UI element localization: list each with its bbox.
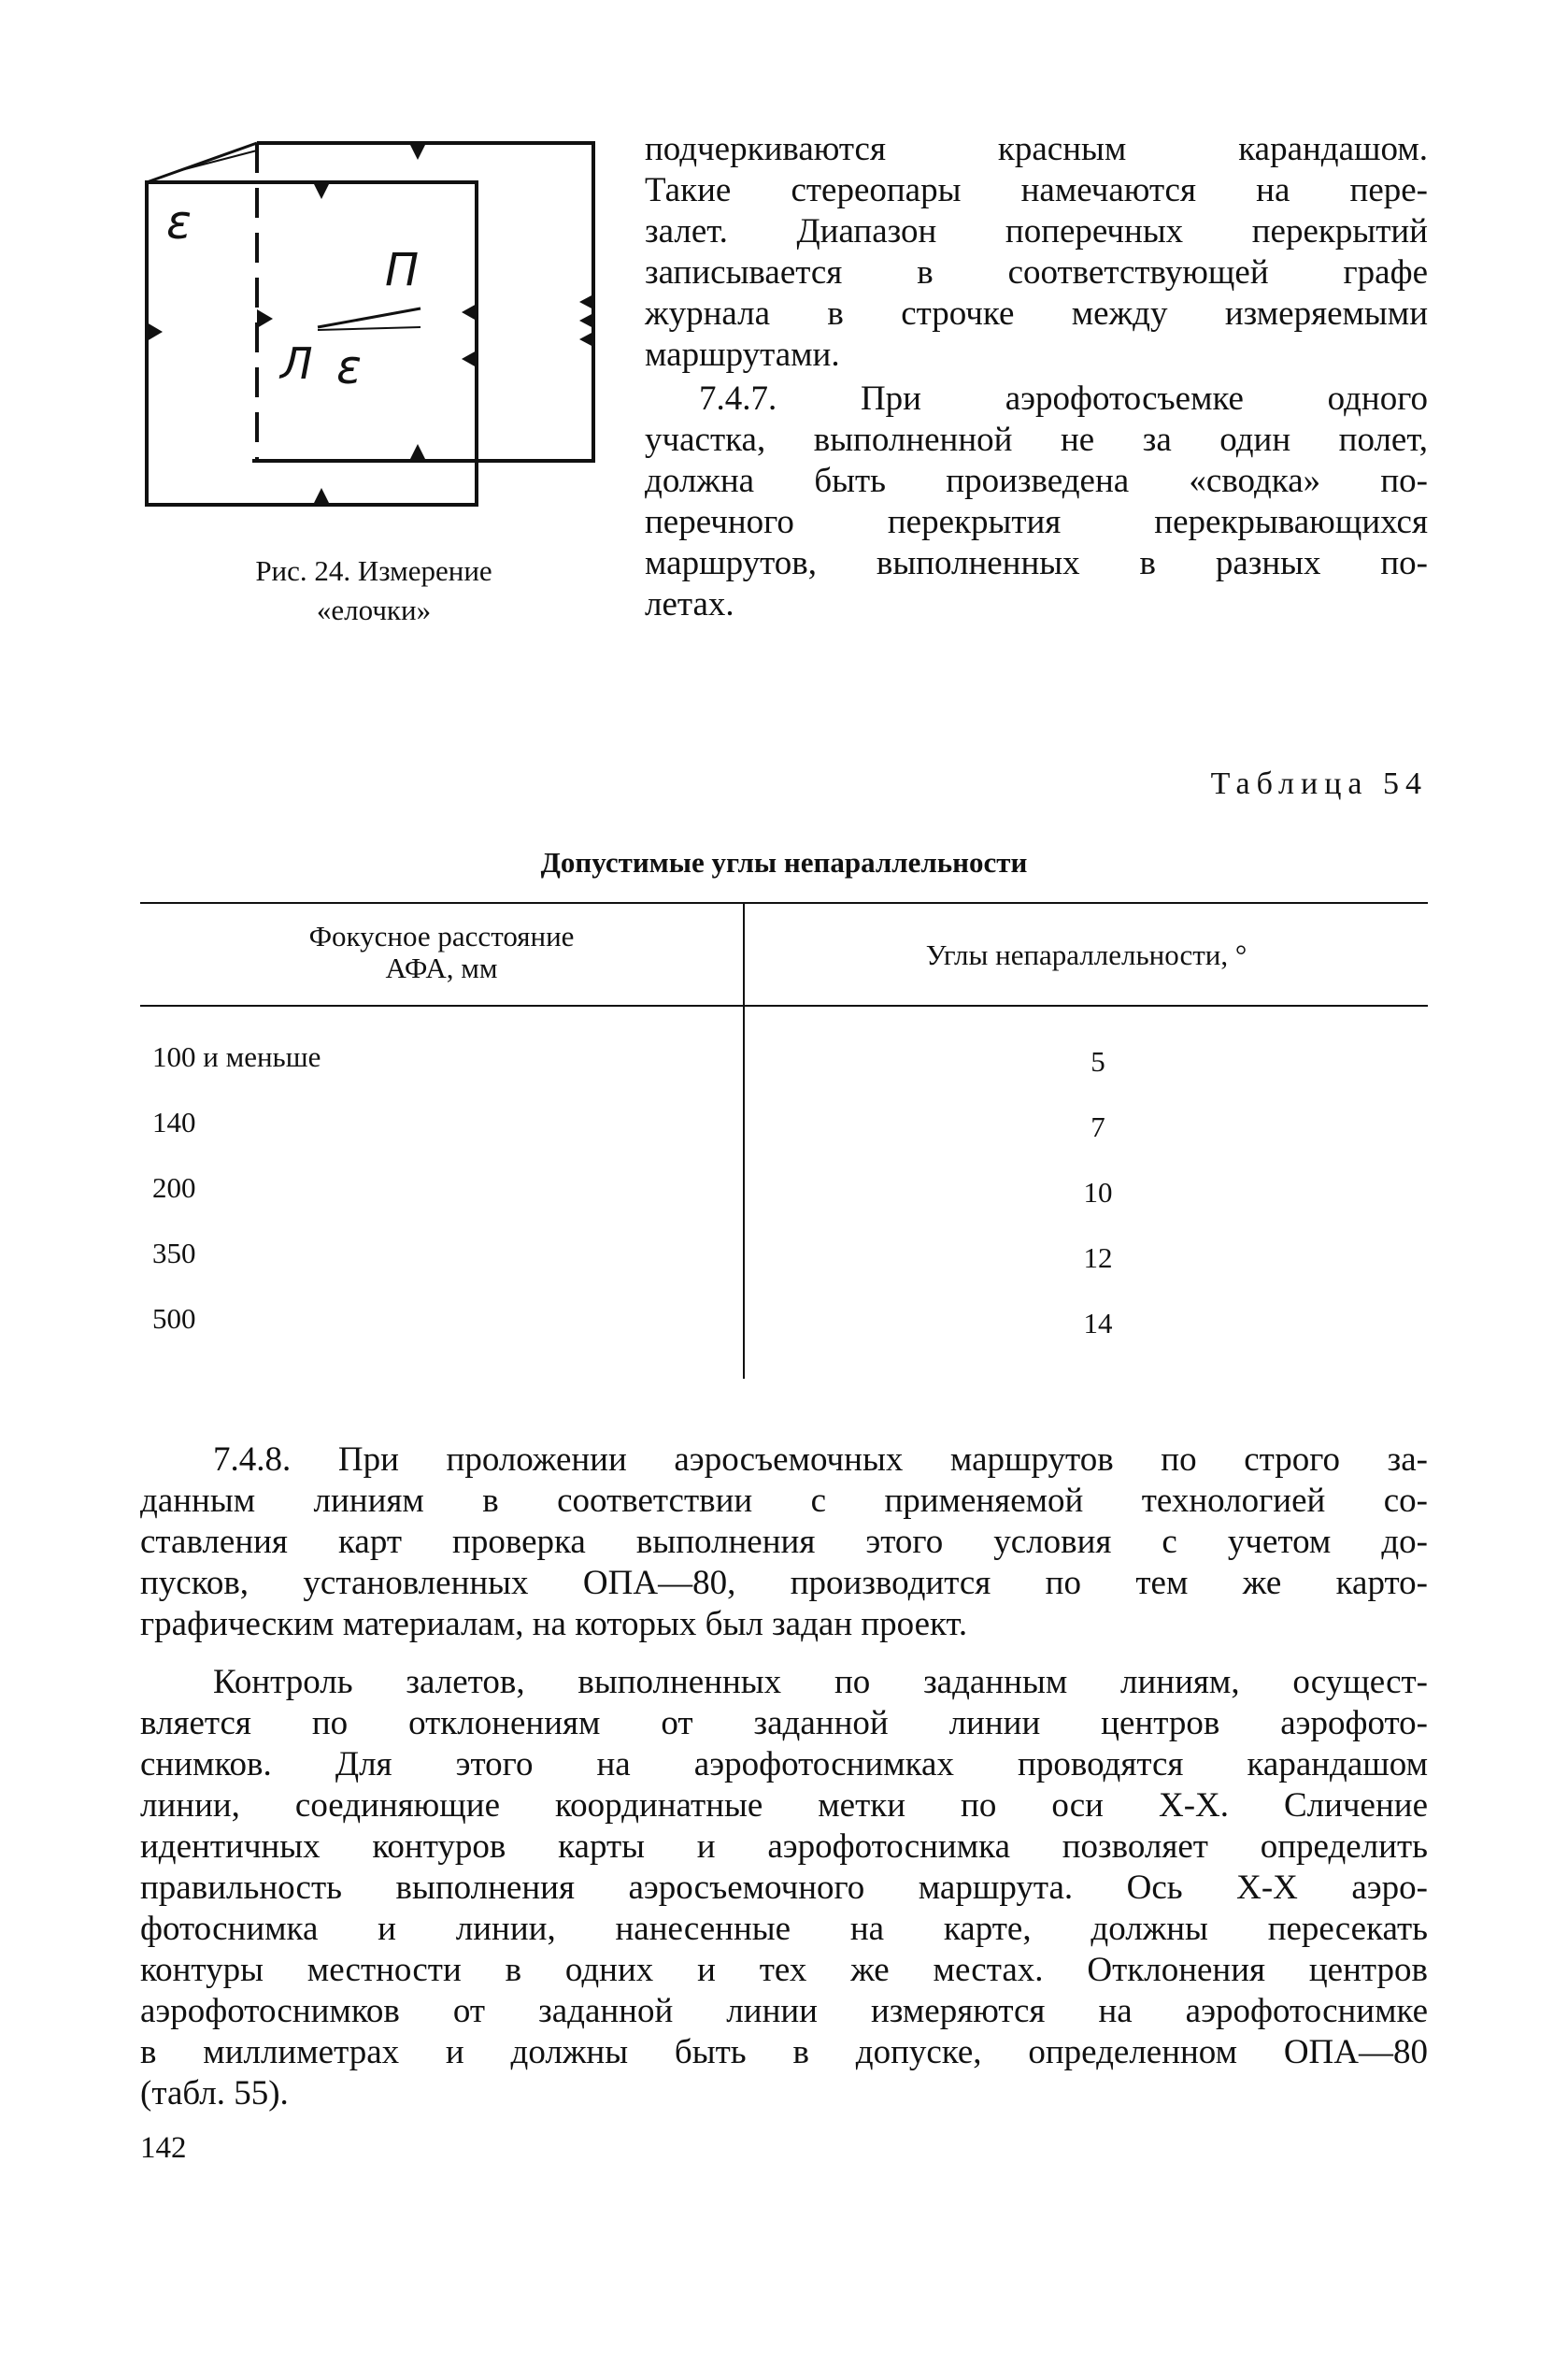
figure-label-p: П [385, 244, 420, 296]
figure-label-e1: ε [166, 195, 192, 250]
text-line: графическим материалам, на которых был задан проект. [140, 1605, 968, 1643]
text-line: Такие стереопары намечаются на пере- [645, 171, 1428, 209]
body-text [140, 1439, 1428, 2114]
text-line: данным линиям в соответствии с применяемой технологией со- [140, 1482, 1428, 1520]
text-line: перечного перекрытия перекрывающихся [645, 503, 1428, 541]
text-line: журнала в строчке между измеряемыми [645, 294, 1428, 333]
text-line: вляется по отклонениям от заданной линии центров аэрофото- [140, 1704, 1428, 1742]
table-cell-focal: 100 и меньше [152, 1040, 321, 1073]
text-line: пусков, установленных ОПА—80, производится по тем же карто- [140, 1564, 1428, 1602]
text-line: аэрофотоснимков от заданной линии измеряются на аэрофотоснимке [140, 1992, 1428, 2030]
table-header-rule [140, 1005, 1428, 1007]
text-line: правильность выполнения аэросъемочного маршрута. Ось Х-Х аэро- [140, 1869, 1428, 1907]
text-line: 7.4.7. При аэрофотосъемке одного [699, 380, 1428, 418]
text-line: подчеркиваются красным карандашом. [645, 130, 1428, 168]
table-column-rule [743, 902, 745, 1379]
text-line: идентичных контуров карты и аэрофотоснимка позволяет определить [140, 1827, 1428, 1866]
table-header-focal [140, 921, 743, 984]
table-cell-focal: 350 [152, 1237, 196, 1269]
text-line: летах. [645, 585, 734, 623]
table-cell-angle: 5 [1090, 1045, 1105, 1078]
table-cell-focal: 200 [152, 1171, 196, 1204]
table-title: Допустимые углы непараллельности [540, 846, 1028, 879]
table-cell-angle: 12 [1083, 1241, 1113, 1274]
table-cell-focal: 140 [152, 1106, 196, 1139]
table-cell-angle: 14 [1083, 1307, 1113, 1339]
text-line: ставления карт проверка выполнения этого условия с учетом до- [140, 1523, 1428, 1561]
text-line: (табл. 55). [140, 2074, 289, 2112]
top-paragraph-2 [645, 379, 1428, 625]
text-line: линии, соединяющие координатные метки по оси Х-Х. Сличение [140, 1786, 1428, 1825]
figure-24-diagram [140, 126, 598, 547]
figure-label-l: Л [280, 338, 313, 389]
figure-caption-line-1: Рис. 24. Измерение [255, 554, 492, 587]
table-cell-angle: 7 [1090, 1110, 1105, 1143]
table-header-focal-line-2: АФА, мм [385, 952, 498, 984]
text-line: участка, выполненной не за один полет, [645, 421, 1428, 459]
text-line: маршрутами. [645, 336, 840, 374]
table-number: Таблица 54 [1210, 766, 1428, 801]
text-line: в миллиметрах и должны быть в допуске, определенном ОПА—80 [140, 2033, 1428, 2071]
text-line: фотоснимка и линии, нанесенные на карте, должны пересекать [140, 1910, 1428, 1948]
text-line: маршрутов, выполненных в разных по- [645, 544, 1428, 582]
text-line: записывается в соответствующей графе [645, 253, 1428, 292]
text-line: контуры местности в одних и тех же местах. Отклонения центров [140, 1951, 1428, 1989]
table-header-focal-line-1: Фокусное расстояние [308, 920, 575, 952]
table-header-angle: Углы непараллельности, ° [925, 938, 1247, 971]
table-cell-angle: 10 [1083, 1176, 1113, 1209]
top-paragraph-1 [645, 129, 1428, 376]
figure-label-e2: ε [336, 340, 363, 394]
figure-caption-line-2: «елочки» [316, 594, 432, 626]
table-cell-focal: 500 [152, 1302, 196, 1335]
page-number: 142 [140, 2131, 187, 2165]
figure-caption [192, 551, 556, 630]
text-line: снимков. Для этого на аэрофотоснимках проводятся карандашом [140, 1745, 1428, 1783]
text-line: Контроль залетов, выполненных по заданным линиям, осущест- [213, 1663, 1428, 1701]
text-line: 7.4.8. При проложении аэросъемочных маршрутов по строго за- [213, 1440, 1428, 1479]
table-top-rule [140, 902, 1428, 904]
text-line: должна быть произведена «сводка» по- [645, 462, 1428, 500]
text-line: залет. Диапазон поперечных перекрытий [645, 212, 1428, 251]
